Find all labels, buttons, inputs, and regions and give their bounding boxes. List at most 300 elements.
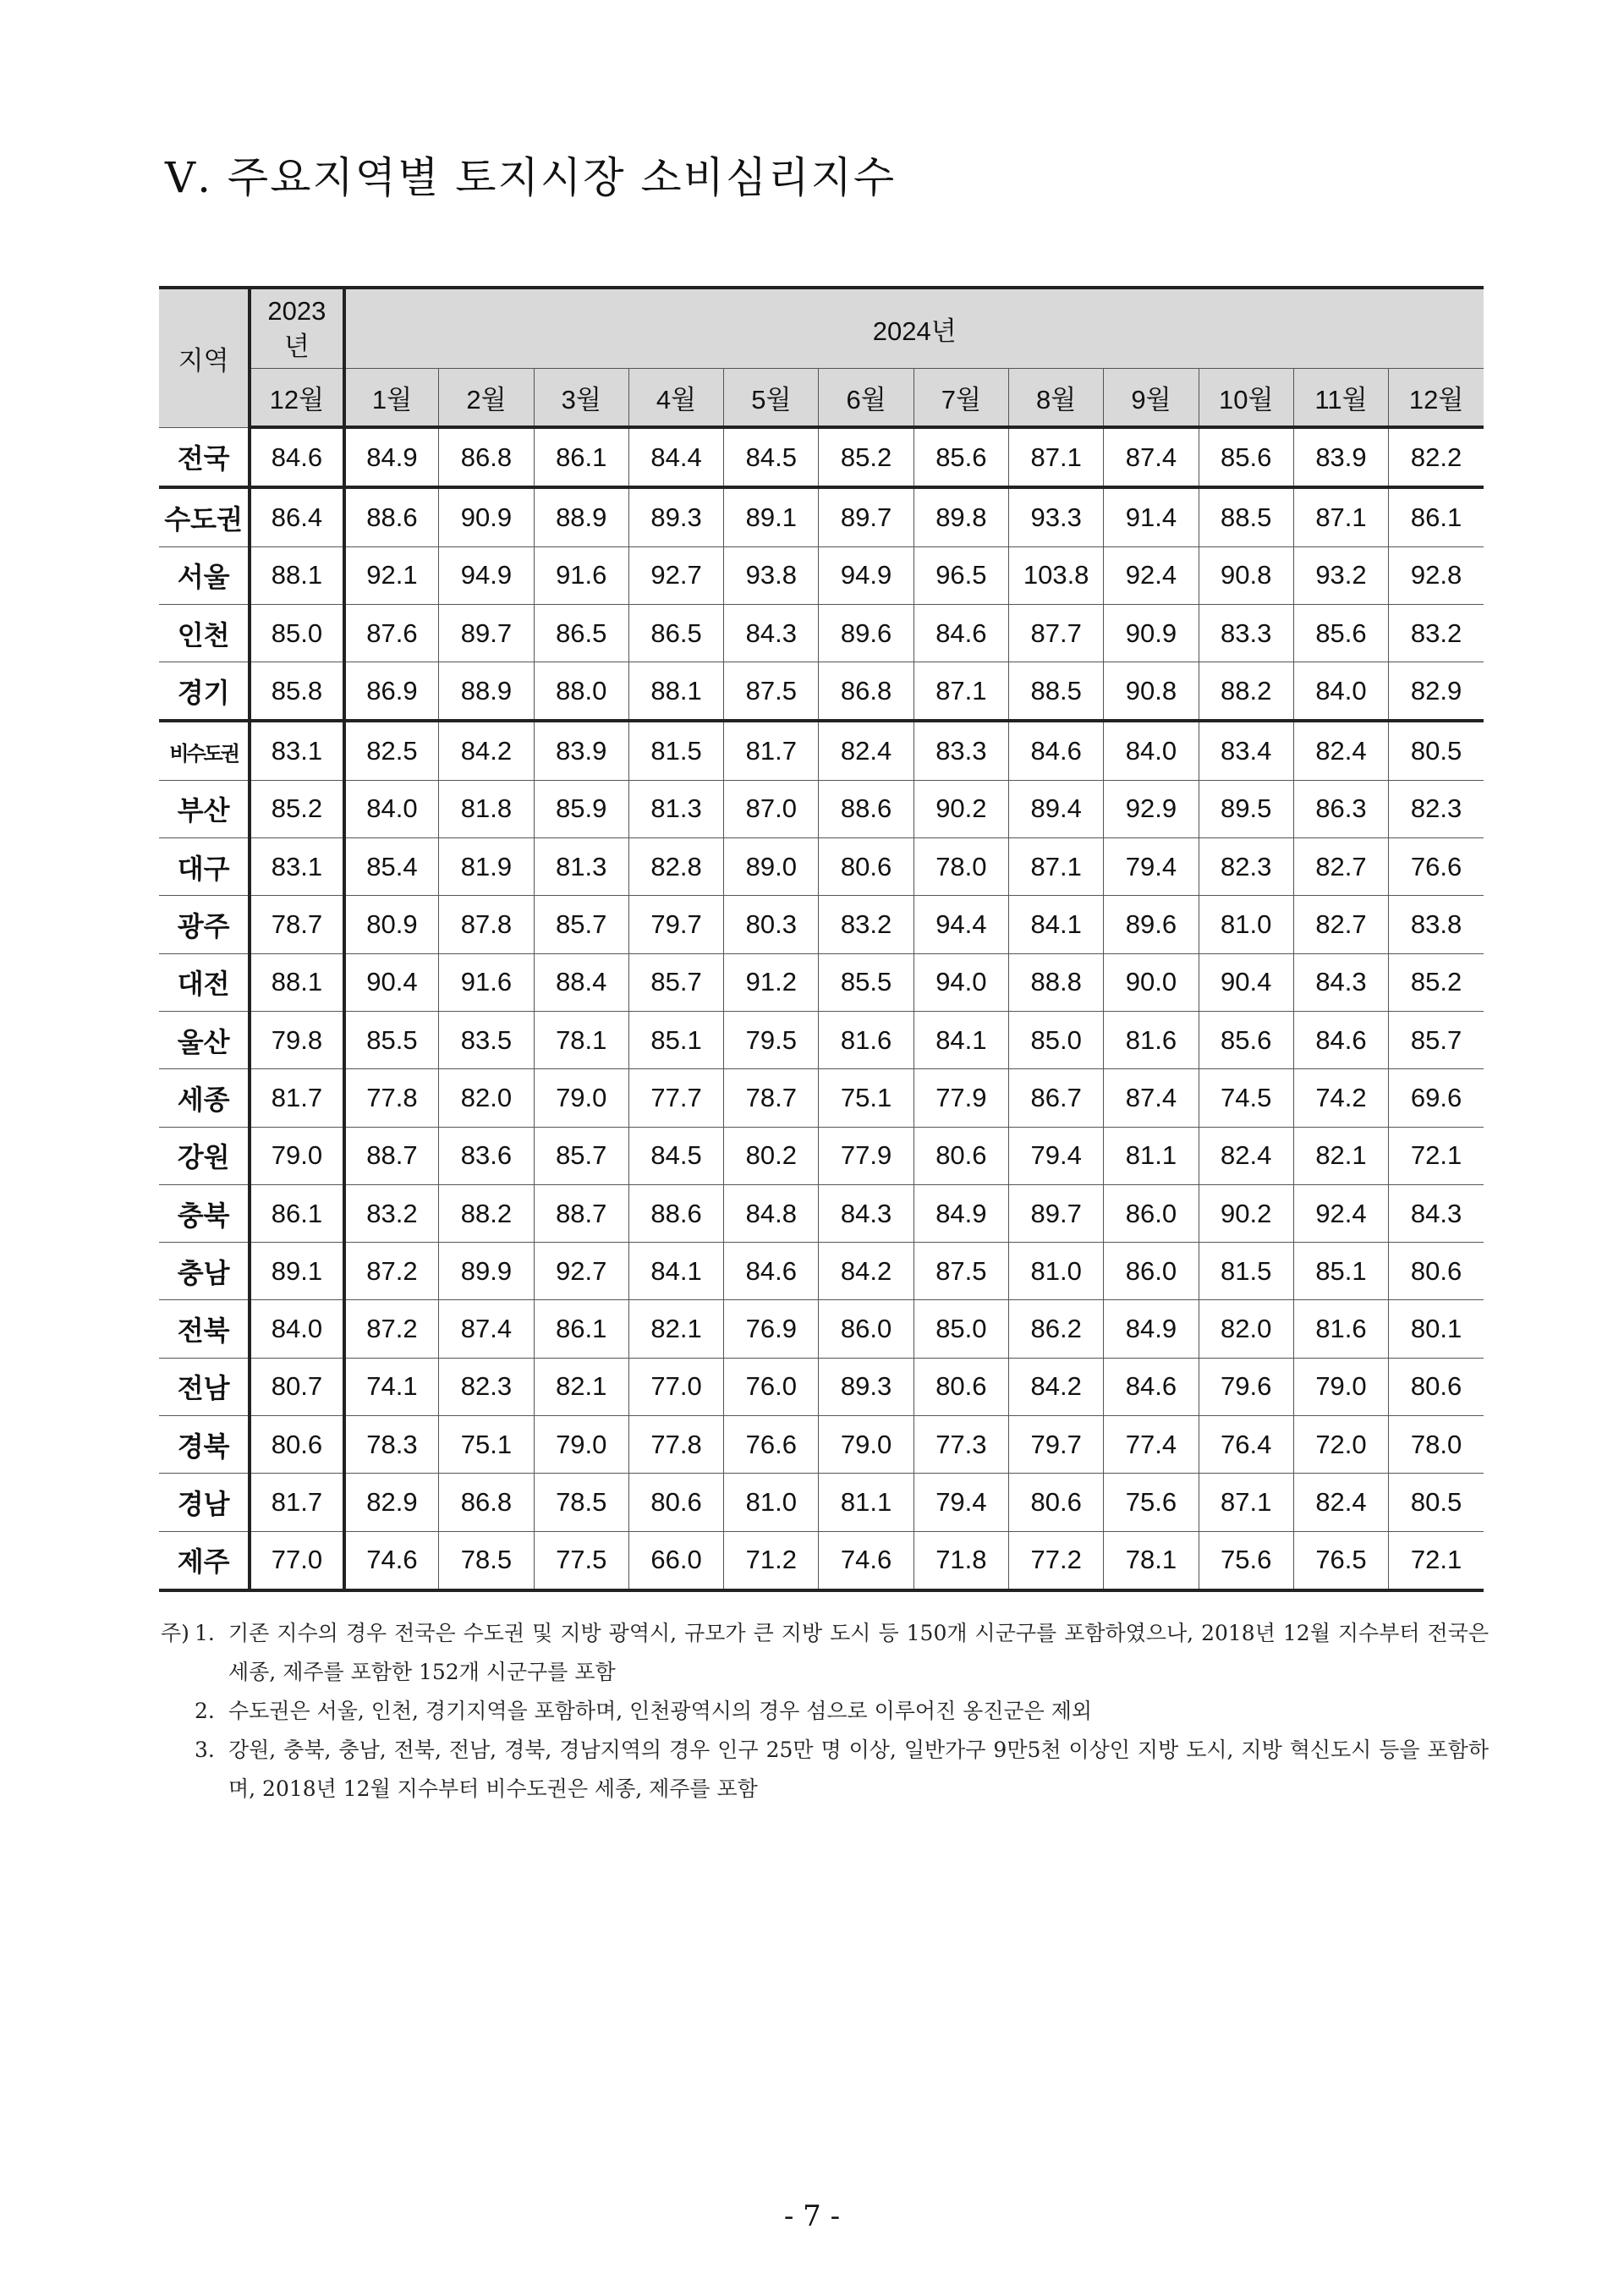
value-cell: 66.0 bbox=[628, 1531, 723, 1590]
value-cell: 88.1 bbox=[250, 953, 343, 1011]
footnote-number: 3. bbox=[195, 1738, 215, 1762]
month-header: 11월 bbox=[1293, 369, 1388, 428]
value-cell: 79.5 bbox=[724, 1011, 819, 1068]
region-cell: 전국 bbox=[159, 427, 250, 487]
value-cell: 90.9 bbox=[1104, 604, 1199, 662]
value-cell: 82.1 bbox=[628, 1300, 723, 1358]
value-cell: 87.4 bbox=[1104, 1069, 1199, 1127]
table-row bbox=[159, 896, 1484, 953]
value-cell: 87.2 bbox=[344, 1300, 439, 1358]
value-cell: 89.1 bbox=[250, 1243, 343, 1300]
value-cell: 84.1 bbox=[914, 1011, 1008, 1068]
value-cell: 80.5 bbox=[1389, 721, 1484, 780]
value-cell: 85.6 bbox=[1293, 604, 1388, 662]
footnote-item bbox=[161, 1614, 1489, 1692]
value-cell: 80.6 bbox=[1009, 1474, 1104, 1531]
region-cell: 경남 bbox=[159, 1474, 250, 1531]
value-cell: 84.3 bbox=[819, 1184, 914, 1242]
month-header-base: 12월 bbox=[250, 369, 343, 428]
value-cell: 82.9 bbox=[1389, 662, 1484, 722]
value-cell: 80.6 bbox=[819, 838, 914, 896]
value-cell: 89.6 bbox=[1104, 896, 1199, 953]
value-cell: 91.4 bbox=[1104, 487, 1199, 546]
value-cell: 85.7 bbox=[534, 1127, 628, 1184]
value-cell: 84.2 bbox=[819, 1243, 914, 1300]
value-cell: 74.5 bbox=[1199, 1069, 1293, 1127]
value-cell: 89.3 bbox=[628, 487, 723, 546]
value-cell: 79.0 bbox=[1293, 1358, 1388, 1415]
footnote-text: 기존 지수의 경우 전국은 수도권 및 지방 광역시, 규모가 큰 지방 도시 등 150개 시군구를 포함하였으나, 2018년 12월 지수부터 전국은 세종, 제주를 포함한 152개 시군구를 포함 bbox=[228, 1621, 1489, 1684]
value-cell: 81.6 bbox=[1293, 1300, 1388, 1358]
value-cell: 93.8 bbox=[724, 546, 819, 604]
value-cell: 84.1 bbox=[1009, 896, 1104, 953]
value-cell: 85.6 bbox=[914, 427, 1008, 487]
value-cell: 88.6 bbox=[819, 780, 914, 837]
table-row bbox=[159, 546, 1484, 604]
month-header: 6월 bbox=[819, 369, 914, 428]
value-cell: 85.2 bbox=[250, 780, 343, 837]
value-cell: 82.7 bbox=[1293, 838, 1388, 896]
value-cell: 82.9 bbox=[344, 1474, 439, 1531]
value-cell: 82.4 bbox=[1199, 1127, 1293, 1184]
value-cell: 84.0 bbox=[344, 780, 439, 837]
value-cell: 78.0 bbox=[1389, 1416, 1484, 1474]
value-cell: 84.2 bbox=[439, 721, 534, 780]
page-title: Ⅴ. 주요지역별 토지시장 소비심리지수 bbox=[165, 153, 897, 202]
value-cell: 88.2 bbox=[1199, 662, 1293, 722]
month-header: 7월 bbox=[914, 369, 1008, 428]
value-cell: 80.7 bbox=[250, 1358, 343, 1415]
current-year-header: 2024년 bbox=[344, 288, 1484, 369]
value-cell: 84.2 bbox=[1009, 1358, 1104, 1415]
value-cell: 80.5 bbox=[1389, 1474, 1484, 1531]
value-cell: 90.2 bbox=[1199, 1184, 1293, 1242]
table-row bbox=[159, 427, 1484, 487]
value-cell: 80.2 bbox=[724, 1127, 819, 1184]
land-market-index-table bbox=[159, 286, 1484, 1592]
value-cell: 80.6 bbox=[1389, 1358, 1484, 1415]
value-cell: 82.5 bbox=[344, 721, 439, 780]
value-cell: 85.0 bbox=[914, 1300, 1008, 1358]
value-cell: 78.5 bbox=[439, 1531, 534, 1590]
value-cell: 84.3 bbox=[1293, 953, 1388, 1011]
value-cell: 91.6 bbox=[439, 953, 534, 1011]
value-cell: 82.7 bbox=[1293, 896, 1388, 953]
value-cell: 92.9 bbox=[1104, 780, 1199, 837]
region-cell: 대구 bbox=[159, 838, 250, 896]
value-cell: 84.0 bbox=[1104, 721, 1199, 780]
value-cell: 81.0 bbox=[1009, 1243, 1104, 1300]
value-cell: 88.0 bbox=[534, 662, 628, 722]
value-cell: 78.1 bbox=[534, 1011, 628, 1068]
value-cell: 84.6 bbox=[1104, 1358, 1199, 1415]
value-cell: 85.7 bbox=[1389, 1011, 1484, 1068]
value-cell: 85.6 bbox=[1199, 427, 1293, 487]
value-cell: 82.2 bbox=[1389, 427, 1484, 487]
value-cell: 85.9 bbox=[534, 780, 628, 837]
value-cell: 88.7 bbox=[534, 1184, 628, 1242]
value-cell: 79.7 bbox=[628, 896, 723, 953]
value-cell: 79.4 bbox=[914, 1474, 1008, 1531]
value-cell: 88.1 bbox=[250, 546, 343, 604]
value-cell: 79.4 bbox=[1009, 1127, 1104, 1184]
value-cell: 83.6 bbox=[439, 1127, 534, 1184]
value-cell: 90.8 bbox=[1104, 662, 1199, 722]
value-cell: 84.6 bbox=[1009, 721, 1104, 780]
value-cell: 78.3 bbox=[344, 1416, 439, 1474]
value-cell: 94.4 bbox=[914, 896, 1008, 953]
base-year-header: 2023 년 bbox=[250, 288, 343, 369]
footnotes bbox=[161, 1614, 1489, 1809]
value-cell: 89.8 bbox=[914, 487, 1008, 546]
value-cell: 77.9 bbox=[914, 1069, 1008, 1127]
table-row bbox=[159, 1127, 1484, 1184]
region-cell: 충남 bbox=[159, 1243, 250, 1300]
value-cell: 87.4 bbox=[1104, 427, 1199, 487]
value-cell: 84.6 bbox=[724, 1243, 819, 1300]
value-cell: 89.5 bbox=[1199, 780, 1293, 837]
value-cell: 82.1 bbox=[534, 1358, 628, 1415]
value-cell: 89.4 bbox=[1009, 780, 1104, 837]
table-row bbox=[159, 1358, 1484, 1415]
value-cell: 81.7 bbox=[250, 1069, 343, 1127]
value-cell: 90.2 bbox=[914, 780, 1008, 837]
value-cell: 84.9 bbox=[914, 1184, 1008, 1242]
region-cell: 부산 bbox=[159, 780, 250, 837]
value-cell: 89.1 bbox=[724, 487, 819, 546]
value-cell: 84.3 bbox=[1389, 1184, 1484, 1242]
value-cell: 71.8 bbox=[914, 1531, 1008, 1590]
value-cell: 78.1 bbox=[1104, 1531, 1199, 1590]
value-cell: 83.9 bbox=[1293, 427, 1388, 487]
value-cell: 88.7 bbox=[344, 1127, 439, 1184]
region-header: 지역 bbox=[159, 288, 250, 427]
value-cell: 74.6 bbox=[819, 1531, 914, 1590]
value-cell: 82.4 bbox=[1293, 721, 1388, 780]
region-cell: 비수도권 bbox=[159, 721, 250, 780]
table-row bbox=[159, 1474, 1484, 1531]
value-cell: 72.1 bbox=[1389, 1531, 1484, 1590]
table-row bbox=[159, 1243, 1484, 1300]
table-row bbox=[159, 838, 1484, 896]
footnote-text: 수도권은 서울, 인천, 경기지역을 포함하며, 인천광역시의 경우 섬으로 이루어진 옹진군은 제외 bbox=[228, 1699, 1093, 1723]
table-row bbox=[159, 1011, 1484, 1068]
value-cell: 92.4 bbox=[1104, 546, 1199, 604]
value-cell: 86.0 bbox=[819, 1300, 914, 1358]
value-cell: 74.6 bbox=[344, 1531, 439, 1590]
table-row bbox=[159, 721, 1484, 780]
region-cell: 전남 bbox=[159, 1358, 250, 1415]
value-cell: 88.9 bbox=[439, 662, 534, 722]
table-row bbox=[159, 604, 1484, 662]
value-cell: 87.5 bbox=[724, 662, 819, 722]
month-header: 5월 bbox=[724, 369, 819, 428]
value-cell: 84.6 bbox=[914, 604, 1008, 662]
value-cell: 77.0 bbox=[628, 1358, 723, 1415]
value-cell: 85.2 bbox=[819, 427, 914, 487]
value-cell: 86.2 bbox=[1009, 1300, 1104, 1358]
value-cell: 94.9 bbox=[439, 546, 534, 604]
value-cell: 86.1 bbox=[534, 1300, 628, 1358]
value-cell: 81.3 bbox=[628, 780, 723, 837]
table-row bbox=[159, 1300, 1484, 1358]
value-cell: 80.6 bbox=[914, 1127, 1008, 1184]
value-cell: 79.0 bbox=[819, 1416, 914, 1474]
value-cell: 85.1 bbox=[1293, 1243, 1388, 1300]
value-cell: 79.0 bbox=[534, 1416, 628, 1474]
month-header: 10월 bbox=[1199, 369, 1293, 428]
value-cell: 85.8 bbox=[250, 662, 343, 722]
table-row bbox=[159, 1184, 1484, 1242]
value-cell: 85.1 bbox=[628, 1011, 723, 1068]
region-cell: 충북 bbox=[159, 1184, 250, 1242]
value-cell: 83.3 bbox=[1199, 604, 1293, 662]
value-cell: 78.5 bbox=[534, 1474, 628, 1531]
value-cell: 84.8 bbox=[724, 1184, 819, 1242]
value-cell: 87.1 bbox=[1293, 487, 1388, 546]
value-cell: 86.8 bbox=[439, 1474, 534, 1531]
value-cell: 86.1 bbox=[250, 1184, 343, 1242]
value-cell: 77.3 bbox=[914, 1416, 1008, 1474]
value-cell: 96.5 bbox=[914, 546, 1008, 604]
value-cell: 88.2 bbox=[439, 1184, 534, 1242]
footnote-number: 1. bbox=[195, 1621, 215, 1645]
value-cell: 85.5 bbox=[344, 1011, 439, 1068]
value-cell: 80.3 bbox=[724, 896, 819, 953]
value-cell: 93.2 bbox=[1293, 546, 1388, 604]
value-cell: 85.5 bbox=[819, 953, 914, 1011]
value-cell: 92.7 bbox=[534, 1243, 628, 1300]
value-cell: 90.4 bbox=[344, 953, 439, 1011]
value-cell: 89.0 bbox=[724, 838, 819, 896]
value-cell: 84.9 bbox=[1104, 1300, 1199, 1358]
region-cell: 경기 bbox=[159, 662, 250, 722]
value-cell: 75.6 bbox=[1104, 1474, 1199, 1531]
value-cell: 78.0 bbox=[914, 838, 1008, 896]
value-cell: 86.1 bbox=[534, 427, 628, 487]
value-cell: 83.5 bbox=[439, 1011, 534, 1068]
value-cell: 83.1 bbox=[250, 838, 343, 896]
table-row bbox=[159, 780, 1484, 837]
value-cell: 81.0 bbox=[1199, 896, 1293, 953]
footnote-number: 2. bbox=[195, 1699, 215, 1723]
value-cell: 77.5 bbox=[534, 1531, 628, 1590]
value-cell: 80.6 bbox=[1389, 1243, 1484, 1300]
value-cell: 79.0 bbox=[250, 1127, 343, 1184]
value-cell: 103.8 bbox=[1009, 546, 1104, 604]
value-cell: 85.4 bbox=[344, 838, 439, 896]
value-cell: 75.6 bbox=[1199, 1531, 1293, 1590]
value-cell: 82.3 bbox=[1389, 780, 1484, 837]
value-cell: 79.0 bbox=[534, 1069, 628, 1127]
value-cell: 81.5 bbox=[628, 721, 723, 780]
value-cell: 76.6 bbox=[1389, 838, 1484, 896]
value-cell: 76.6 bbox=[724, 1416, 819, 1474]
value-cell: 76.4 bbox=[1199, 1416, 1293, 1474]
value-cell: 76.0 bbox=[724, 1358, 819, 1415]
table-row bbox=[159, 1069, 1484, 1127]
value-cell: 84.0 bbox=[250, 1300, 343, 1358]
region-cell: 수도권 bbox=[159, 487, 250, 546]
value-cell: 94.0 bbox=[914, 953, 1008, 1011]
value-cell: 85.6 bbox=[1199, 1011, 1293, 1068]
value-cell: 92.4 bbox=[1293, 1184, 1388, 1242]
value-cell: 89.7 bbox=[439, 604, 534, 662]
value-cell: 83.4 bbox=[1199, 721, 1293, 780]
value-cell: 84.9 bbox=[344, 427, 439, 487]
table-row bbox=[159, 487, 1484, 546]
value-cell: 89.6 bbox=[819, 604, 914, 662]
table-row bbox=[159, 662, 1484, 722]
region-cell: 광주 bbox=[159, 896, 250, 953]
region-cell: 세종 bbox=[159, 1069, 250, 1127]
value-cell: 85.7 bbox=[628, 953, 723, 1011]
value-cell: 89.9 bbox=[439, 1243, 534, 1300]
value-cell: 87.6 bbox=[344, 604, 439, 662]
value-cell: 74.2 bbox=[1293, 1069, 1388, 1127]
value-cell: 87.1 bbox=[1009, 427, 1104, 487]
value-cell: 77.4 bbox=[1104, 1416, 1199, 1474]
value-cell: 92.1 bbox=[344, 546, 439, 604]
page-number: - 7 - bbox=[783, 2199, 841, 2233]
value-cell: 79.8 bbox=[250, 1011, 343, 1068]
region-cell: 제주 bbox=[159, 1531, 250, 1590]
region-cell: 전북 bbox=[159, 1300, 250, 1358]
value-cell: 79.6 bbox=[1199, 1358, 1293, 1415]
value-cell: 92.7 bbox=[628, 546, 723, 604]
value-cell: 86.8 bbox=[439, 427, 534, 487]
value-cell: 87.2 bbox=[344, 1243, 439, 1300]
month-header: 4월 bbox=[628, 369, 723, 428]
value-cell: 90.8 bbox=[1199, 546, 1293, 604]
value-cell: 80.6 bbox=[914, 1358, 1008, 1415]
footnote-text: 강원, 충북, 충남, 전북, 전남, 경북, 경남지역의 경우 인구 25만 명 이상, 일반가구 9만5천 이상인 지방 도시, 지방 혁신도시 등을 포함하며, 2018년 12월 지수부터 비수도권은 세종, 제주를 포함 bbox=[228, 1738, 1489, 1801]
value-cell: 91.6 bbox=[534, 546, 628, 604]
value-cell: 84.3 bbox=[724, 604, 819, 662]
value-cell: 81.6 bbox=[1104, 1011, 1199, 1068]
value-cell: 77.8 bbox=[628, 1416, 723, 1474]
value-cell: 86.4 bbox=[250, 487, 343, 546]
value-cell: 84.0 bbox=[1293, 662, 1388, 722]
value-cell: 85.0 bbox=[1009, 1011, 1104, 1068]
value-cell: 86.5 bbox=[628, 604, 723, 662]
value-cell: 88.6 bbox=[344, 487, 439, 546]
value-cell: 82.0 bbox=[439, 1069, 534, 1127]
region-cell: 경북 bbox=[159, 1416, 250, 1474]
region-cell: 인천 bbox=[159, 604, 250, 662]
value-cell: 88.1 bbox=[628, 662, 723, 722]
value-cell: 81.7 bbox=[250, 1474, 343, 1531]
value-cell: 76.5 bbox=[1293, 1531, 1388, 1590]
month-header: 2월 bbox=[439, 369, 534, 428]
value-cell: 88.5 bbox=[1009, 662, 1104, 722]
value-cell: 83.3 bbox=[914, 721, 1008, 780]
region-cell: 강원 bbox=[159, 1127, 250, 1184]
value-cell: 83.9 bbox=[534, 721, 628, 780]
value-cell: 88.9 bbox=[534, 487, 628, 546]
value-cell: 84.5 bbox=[724, 427, 819, 487]
value-cell: 90.9 bbox=[439, 487, 534, 546]
value-cell: 83.2 bbox=[1389, 604, 1484, 662]
value-cell: 71.2 bbox=[724, 1531, 819, 1590]
value-cell: 75.1 bbox=[439, 1416, 534, 1474]
value-cell: 86.5 bbox=[534, 604, 628, 662]
value-cell: 89.7 bbox=[819, 487, 914, 546]
value-cell: 83.2 bbox=[819, 896, 914, 953]
value-cell: 81.0 bbox=[724, 1474, 819, 1531]
value-cell: 87.0 bbox=[724, 780, 819, 837]
value-cell: 89.3 bbox=[819, 1358, 914, 1415]
value-cell: 87.7 bbox=[1009, 604, 1104, 662]
value-cell: 81.7 bbox=[724, 721, 819, 780]
value-cell: 88.6 bbox=[628, 1184, 723, 1242]
value-cell: 74.1 bbox=[344, 1358, 439, 1415]
value-cell: 86.9 bbox=[344, 662, 439, 722]
value-cell: 77.0 bbox=[250, 1531, 343, 1590]
table-row bbox=[159, 953, 1484, 1011]
value-cell: 86.0 bbox=[1104, 1184, 1199, 1242]
value-cell: 82.3 bbox=[439, 1358, 534, 1415]
value-cell: 82.0 bbox=[1199, 1300, 1293, 1358]
value-cell: 90.4 bbox=[1199, 953, 1293, 1011]
value-cell: 77.8 bbox=[344, 1069, 439, 1127]
value-cell: 81.6 bbox=[819, 1011, 914, 1068]
value-cell: 77.2 bbox=[1009, 1531, 1104, 1590]
value-cell: 87.1 bbox=[914, 662, 1008, 722]
region-cell: 울산 bbox=[159, 1011, 250, 1068]
value-cell: 87.5 bbox=[914, 1243, 1008, 1300]
value-cell: 94.9 bbox=[819, 546, 914, 604]
value-cell: 84.6 bbox=[1293, 1011, 1388, 1068]
value-cell: 79.7 bbox=[1009, 1416, 1104, 1474]
value-cell: 88.8 bbox=[1009, 953, 1104, 1011]
value-cell: 84.5 bbox=[628, 1127, 723, 1184]
value-cell: 78.7 bbox=[250, 896, 343, 953]
value-cell: 88.4 bbox=[534, 953, 628, 1011]
value-cell: 84.4 bbox=[628, 427, 723, 487]
value-cell: 80.1 bbox=[1389, 1300, 1484, 1358]
value-cell: 77.7 bbox=[628, 1069, 723, 1127]
month-header: 12월 bbox=[1389, 369, 1484, 428]
value-cell: 81.9 bbox=[439, 838, 534, 896]
value-cell: 81.5 bbox=[1199, 1243, 1293, 1300]
value-cell: 79.4 bbox=[1104, 838, 1199, 896]
value-cell: 81.1 bbox=[819, 1474, 914, 1531]
value-cell: 84.1 bbox=[628, 1243, 723, 1300]
value-cell: 80.6 bbox=[250, 1416, 343, 1474]
value-cell: 90.0 bbox=[1104, 953, 1199, 1011]
value-cell: 76.9 bbox=[724, 1300, 819, 1358]
value-cell: 89.7 bbox=[1009, 1184, 1104, 1242]
value-cell: 80.9 bbox=[344, 896, 439, 953]
value-cell: 80.6 bbox=[628, 1474, 723, 1531]
month-header: 3월 bbox=[534, 369, 628, 428]
value-cell: 83.1 bbox=[250, 721, 343, 780]
value-cell: 86.8 bbox=[819, 662, 914, 722]
value-cell: 82.3 bbox=[1199, 838, 1293, 896]
footnote-item bbox=[161, 1731, 1489, 1809]
value-cell: 81.3 bbox=[534, 838, 628, 896]
month-header: 1월 bbox=[344, 369, 439, 428]
value-cell: 72.0 bbox=[1293, 1416, 1388, 1474]
value-cell: 86.7 bbox=[1009, 1069, 1104, 1127]
value-cell: 78.7 bbox=[724, 1069, 819, 1127]
value-cell: 83.2 bbox=[344, 1184, 439, 1242]
footnote-item bbox=[161, 1692, 1489, 1731]
value-cell: 85.7 bbox=[534, 896, 628, 953]
value-cell: 81.8 bbox=[439, 780, 534, 837]
value-cell: 69.6 bbox=[1389, 1069, 1484, 1127]
